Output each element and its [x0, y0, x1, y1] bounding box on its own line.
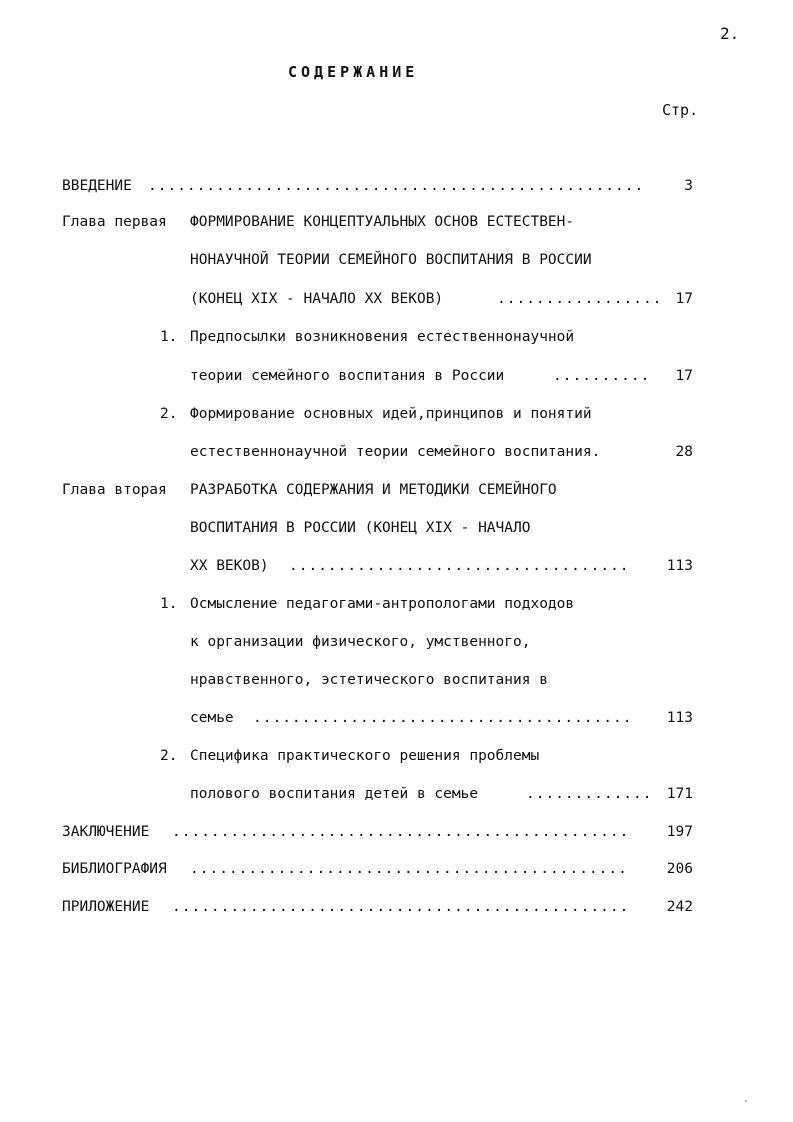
- page-column-header: Стр.: [662, 101, 699, 119]
- chapter-prefix: Глава первая: [62, 214, 167, 230]
- page-title: СОДЕРЖАНИЕ: [288, 63, 419, 81]
- section-title-line: полового воспитания детей в семье: [190, 786, 479, 802]
- section-title-line: естественнонаучной теории семейного воспитания.: [190, 444, 601, 460]
- leader-dots: ..........: [553, 368, 651, 384]
- chapter-title-line: ВОСПИТАНИЯ В РОССИИ (КОНЕЦ XIX - НАЧАЛО: [190, 520, 531, 536]
- chapter-title-line: РАЗРАБОТКА СОДЕРЖАНИЯ И МЕТОДИКИ СЕМЕЙНОГО: [190, 482, 557, 498]
- toc-page: 28: [675, 444, 693, 460]
- toc-page: 206: [666, 861, 693, 877]
- section-title-line: Предпосылки возникновения естественнонаучной: [190, 329, 575, 345]
- toc-page: 113: [666, 710, 693, 726]
- scan-speck: [745, 1100, 747, 1102]
- toc-page: 113: [666, 558, 693, 574]
- section-title-line: семье: [190, 710, 234, 726]
- chapter-prefix: Глава вторая: [62, 482, 167, 498]
- chapter-title-line: НОНАУЧНОЙ ТЕОРИИ СЕМЕЙНОГО ВОСПИТАНИЯ В РОССИИ: [190, 252, 592, 268]
- leader-dots: .............................................: [190, 861, 628, 877]
- toc-page: 17: [675, 291, 693, 307]
- leader-dots: .............: [526, 786, 653, 802]
- section-title-line: теории семейного воспитания в России: [190, 368, 505, 384]
- toc-page: 171: [666, 786, 693, 802]
- toc-page: 17: [675, 368, 693, 384]
- leader-dots: ...................................................: [148, 178, 645, 194]
- toc-page: 3: [684, 178, 693, 194]
- toc-label: ЗАКЛЮЧЕНИЕ: [62, 824, 150, 840]
- section-number: 2.: [160, 748, 178, 764]
- leader-dots: ...............................................: [172, 824, 630, 840]
- leader-dots: ...................................: [289, 558, 630, 574]
- toc-page: 242: [666, 899, 693, 915]
- leader-dots: .......................................: [253, 710, 633, 726]
- leader-dots: .................: [497, 291, 663, 307]
- chapter-title-line: XX ВЕКОВ): [190, 558, 269, 574]
- section-number: 1.: [160, 329, 178, 345]
- section-title-line: Осмысление педагогами-антропологами подходов: [190, 596, 575, 612]
- toc-label: ПРИЛОЖЕНИЕ: [62, 899, 150, 915]
- chapter-title-line: ФОРМИРОВАНИЕ КОНЦЕПТУАЛЬНЫХ ОСНОВ ЕСТЕСТВЕН-: [190, 214, 575, 230]
- toc-label: ВВЕДЕНИЕ: [62, 178, 132, 194]
- section-title-line: Специфика практического решения проблемы: [190, 748, 540, 764]
- toc-page: 197: [666, 824, 693, 840]
- section-title-line: к организации физического, умственного,: [190, 634, 531, 650]
- section-title-line: нравственного, эстетического воспитания в: [190, 672, 548, 688]
- section-number: 2.: [160, 406, 178, 422]
- leader-dots: ...............................................: [172, 899, 630, 915]
- section-title-line: Формирование основных идей,принципов и понятий: [190, 406, 592, 422]
- toc-label: БИБЛИОГРАФИЯ: [62, 861, 167, 877]
- section-number: 1.: [160, 596, 178, 612]
- chapter-title-line: (КОНЕЦ XIX - НАЧАЛО XX ВЕКОВ): [190, 291, 444, 307]
- page-number: 2.: [720, 24, 740, 43]
